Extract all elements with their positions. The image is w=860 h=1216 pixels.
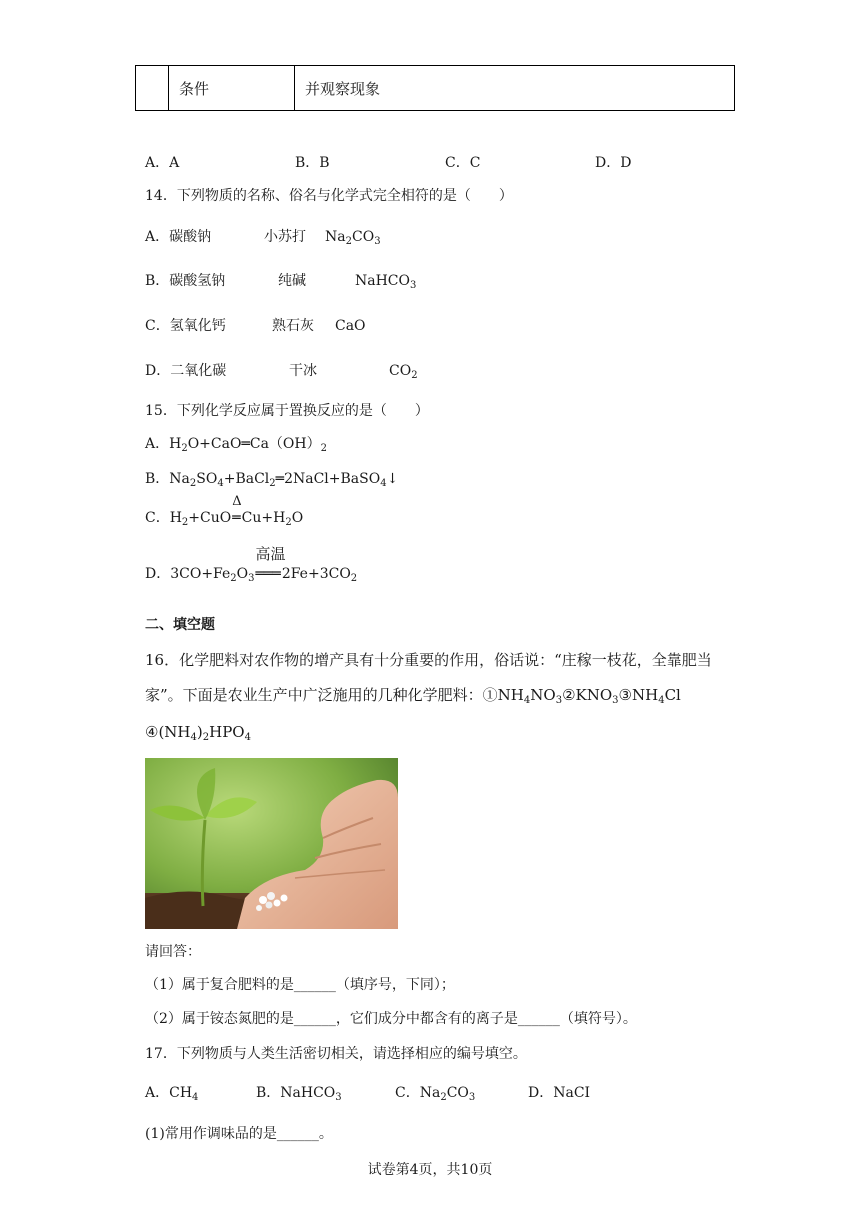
options-table: [135, 65, 735, 111]
q14-option-a-common: 小苏打: [264, 229, 306, 245]
table-cell-empty: [136, 66, 169, 111]
table-row: [136, 66, 735, 111]
q14-option-d-formula: $CO_2$: [389, 363, 418, 381]
q14-option-d-common: 干冰: [289, 363, 317, 379]
q14-option-b-label: B．碳酸氢钠: [145, 273, 226, 289]
table-cell-observe: 并观察现象: [295, 66, 735, 111]
q15-stem: 15．下列化学反应属于置换反应的是（ ）: [145, 403, 429, 419]
q17-option-b: B．NaHCO$_3$: [256, 1085, 342, 1103]
q16-line1: 16．化学肥料对农作物的增产具有十分重要的作用，俗话说：“庄稼一枝花，全靠肥当: [145, 651, 712, 669]
q15-option-b: B．$Na_2SO_4+BaCl_2═2NaCl+BaSO_4↓$: [145, 471, 399, 489]
q14-option-c-label: C．氢氧化钙: [145, 318, 226, 334]
q16-line2: 家”。下面是农业生产中广泛施用的几种化学肥料：$①NH_4NO_3②KNO_3③NH_4Cl$: [145, 686, 681, 706]
q16-line3: $④(NH_4)_2HPO_4$: [145, 723, 251, 743]
q16-subquestion-2: （2）属于铵态氮肥的是______，它们成分中都含有的离子是______（填符号）。: [145, 1011, 637, 1027]
q17-subquestion-1: (1)常用作调味品的是______。: [145, 1126, 333, 1142]
reaction-condition-high-temp: 高温 ═══: [255, 545, 286, 582]
fertilizer-photo: [145, 758, 398, 929]
q17-option-a: A．$CH_4$: [145, 1085, 199, 1103]
q13-option-b: B．B: [295, 155, 330, 171]
reaction-condition-heat: Δ ═: [232, 494, 242, 526]
q14-option-c-common: 熟石灰: [272, 318, 314, 334]
q14-option-a-label: A．碳酸钠: [145, 229, 212, 245]
q14-option-a-formula: $Na_2CO_3$: [325, 229, 381, 247]
q15-option-d: D．$3CO+Fe_2O_3$ 高温 $═══2Fe+3CO_2$: [145, 545, 358, 584]
q14-option-b-common: 纯碱: [278, 273, 306, 289]
q14-option-b-formula: NaHCO$_3$: [355, 273, 417, 291]
q15-option-a: A．$H_2O+CaO═Ca(OH)_2$: [145, 436, 327, 454]
q13-option-c: C．C: [445, 155, 481, 171]
section-heading: 二、填空题: [145, 617, 215, 633]
q17-option-d: D．NaCI: [528, 1085, 591, 1101]
q13-option-d: D．D: [595, 155, 632, 171]
q17-option-c: C．$Na_2CO_3$: [395, 1085, 476, 1103]
q14-option-c-formula: CaO: [335, 318, 366, 334]
q14-option-d-label: D．二氧化碳: [145, 363, 227, 379]
q17-stem: 17．下列物质与人类生活密切相关，请选择相应的编号填空。: [145, 1046, 527, 1062]
q13-option-a: A．A: [145, 155, 180, 171]
page-footer: 试卷第4页，共10页: [367, 1162, 493, 1178]
q15-option-c: C．$H_2+CuO$ Δ $═Cu+H_2O$: [145, 494, 304, 528]
q16-please-answer: 请回答：: [145, 944, 201, 960]
table-cell-condition: 条件: [169, 66, 295, 111]
q14-stem: 14．下列物质的名称、俗名与化学式完全相符的是（ ）: [145, 188, 513, 204]
q16-subquestion-1: （1）属于复合肥料的是______（填序号，下同）；: [145, 977, 455, 993]
